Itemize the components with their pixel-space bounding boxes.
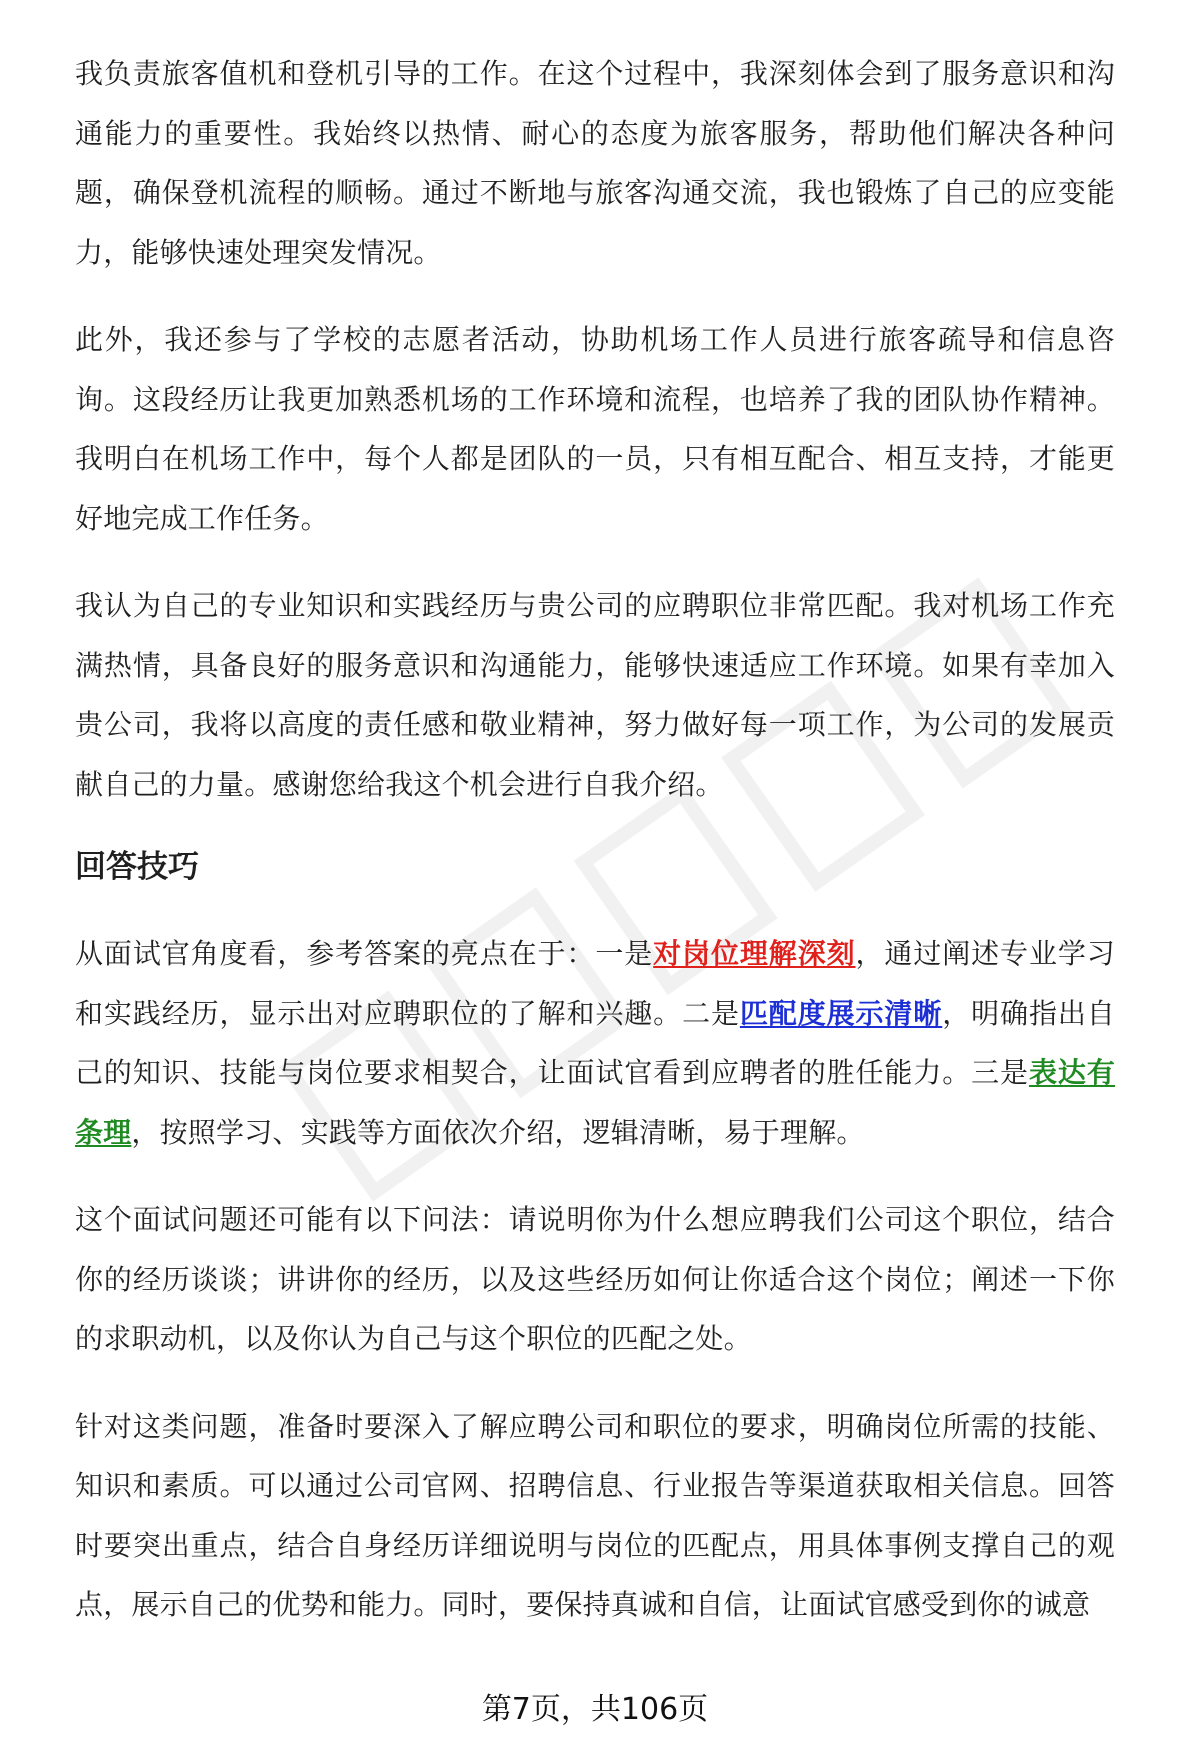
paragraph: 我认为自己的专业知识和实践经历与贵公司的应聘职位非常匹配。我对机场工作充满热情，具备良好的服务意识和沟通能力，能够快速适应工作环境。如果有幸加入贵公司，我将以高度的责任感和敬业精神，努力做好每一项工作，为公司的发展贡献自己的力量。感谢您给我这个机会进行自我介绍。 xyxy=(75,589,1115,801)
paragraph: 针对这类问题，准备时要深入了解应聘公司和职位的要求，明确岗位所需的技能、知识和素质。可以通过公司官网、招聘信息、行业报告等渠道获取相关信息。回答时要突出重点，结合自身经历详细说明与岗位的匹配点，用具体事例支撑自己的观点，展示自己的优势和能力。同时，要保持真诚和自信，让面试官感受到你的诚意 xyxy=(75,1409,1115,1621)
paragraph: 这个面试问题还可能有以下问法：请说明你为什么想应聘我们公司这个职位，结合你的经历谈谈；讲讲你的经历，以及这些经历如何让你适合这个岗位；阐述一下你的求职动机，以及你认为自己与这个职位的匹配之处。 xyxy=(75,1203,1115,1355)
paragraph: 我负责旅客值机和登机引导的工作。在这个过程中，我深刻体会到了服务意识和沟通能力的重要性。我始终以热情、耐心的态度为旅客服务，帮助他们解决各种问题，确保登机流程的顺畅。通过不断地与旅客沟通交流，我也锻炼了自己的应变能力，能够快速处理突发情况。 xyxy=(75,57,1115,269)
paragraph: 此外，我还参与了学校的志愿者活动，协助机场工作人员进行旅客疏导和信息咨询。这段经历让我更加熟悉机场的工作环境和流程，也培养了我的团队协作精神。我明白在机场工作中，每个人都是团队的一员，只有相互配合、相互支持，才能更好地完成工作任务。 xyxy=(75,323,1115,535)
tips-text: 从面试官角度看，参考答案的亮点在于：一是 xyxy=(75,937,654,970)
tips-paragraph xyxy=(75,924,1115,1162)
tips-text: ，通过阐述专业学习和实践经历，显示出对应聘职位的了解和兴趣。二是 xyxy=(75,937,1115,1030)
page-number: 第7页，共106页 xyxy=(481,1692,709,1727)
document-page xyxy=(75,44,1115,1663)
highlight-green: 表达有条理 xyxy=(75,1056,1115,1149)
tips-text: ，明确指出自己的知识、技能与岗位要求相契合，让面试官看到应聘者的胜任能力。三是 xyxy=(75,996,1115,1089)
highlight-red: 对岗位理解深刻 xyxy=(653,937,856,970)
highlight-blue: 匹配度展示清晰 xyxy=(739,996,943,1030)
tips-text: ，按照学习、实践等方面依次介绍，逻辑清晰，易于理解。 xyxy=(131,1115,865,1149)
section-heading: 回答技巧 xyxy=(75,849,199,885)
